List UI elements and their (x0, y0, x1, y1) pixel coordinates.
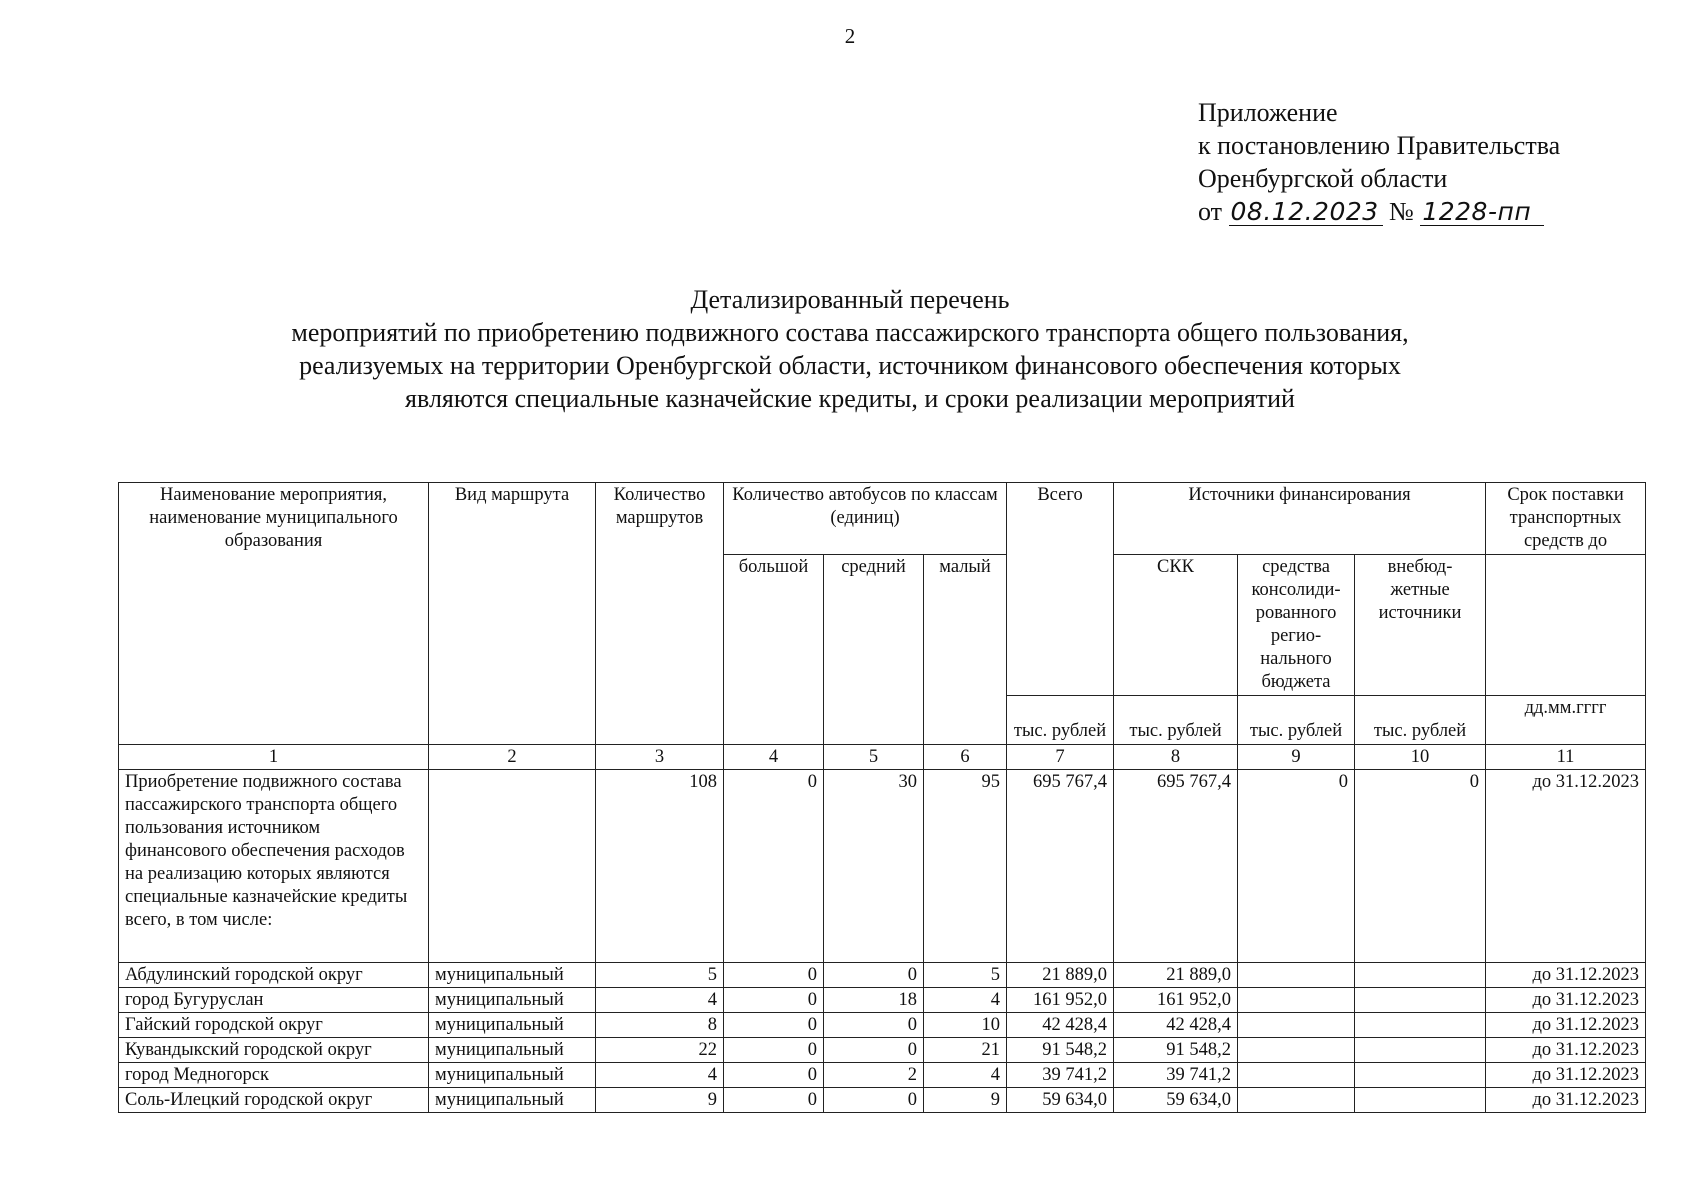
row-regional (1238, 1013, 1355, 1038)
row-large: 0 (724, 1013, 824, 1038)
header-empty (1486, 555, 1646, 696)
unit-skk: тыс. рублей (1114, 696, 1238, 745)
handwritten-date: 08.12.2023 (1229, 199, 1383, 226)
date-format: дд.мм.гггг (1486, 696, 1646, 745)
table-row (119, 1013, 1646, 1038)
row-off-budget (1355, 988, 1486, 1013)
total-row-route-count: 108 (596, 770, 724, 963)
header-large: большой (724, 555, 824, 745)
row-regional (1238, 1063, 1355, 1088)
table-row (119, 963, 1646, 988)
header-regional-budget: средства консолиди-рованного регио-нального бюджета (1238, 555, 1355, 696)
row-total: 21 889,0 (1007, 963, 1114, 988)
row-regional (1238, 1088, 1355, 1113)
row-large: 0 (724, 1038, 824, 1063)
row-total: 42 428,4 (1007, 1013, 1114, 1038)
handwritten-number: 1228-пп (1420, 199, 1544, 226)
column-numbers-row (119, 745, 1646, 770)
row-large: 0 (724, 1063, 824, 1088)
row-route-type: муниципальный (429, 1088, 596, 1113)
measures-table (118, 482, 1646, 1113)
row-route-type: муниципальный (429, 1013, 596, 1038)
row-route-count: 5 (596, 963, 724, 988)
row-small: 10 (924, 1013, 1007, 1038)
row-name: город Медногорск (119, 1063, 429, 1088)
total-row-regional: 0 (1238, 770, 1355, 963)
header-bus-classes: Количество автобусов по классам (единиц) (724, 483, 1007, 555)
row-large: 0 (724, 1088, 824, 1113)
row-skk: 59 634,0 (1114, 1088, 1238, 1113)
column-number: 8 (1114, 745, 1238, 770)
row-name: город Бугуруслан (119, 988, 429, 1013)
row-off-budget (1355, 1013, 1486, 1038)
row-route-count: 4 (596, 988, 724, 1013)
row-skk: 161 952,0 (1114, 988, 1238, 1013)
heading-line-3: реализуемых на территории Оренбургской области, источником финансового обеспечения которых (299, 351, 1401, 380)
unit-regional: тыс. рублей (1238, 696, 1355, 745)
column-number: 6 (924, 745, 1007, 770)
row-small: 4 (924, 988, 1007, 1013)
appendix-title: Приложение (1198, 98, 1338, 127)
header-medium: средний (824, 555, 924, 745)
appendix-line-region: Оренбургской области (1198, 164, 1448, 193)
row-medium: 0 (824, 1013, 924, 1038)
column-number: 9 (1238, 745, 1355, 770)
header-name: Наименование мероприятия, наименование муниципального образования (119, 483, 429, 745)
unit-total: тыс. рублей (1007, 696, 1114, 745)
row-medium: 0 (824, 963, 924, 988)
column-number: 5 (824, 745, 924, 770)
row-medium: 18 (824, 988, 924, 1013)
row-route-type: муниципальный (429, 1063, 596, 1088)
row-skk: 42 428,4 (1114, 1013, 1238, 1038)
heading-line-2: мероприятий по приобретению подвижного состава пассажирского транспорта общего пользования, (291, 318, 1409, 347)
row-term: до 31.12.2023 (1486, 1088, 1646, 1113)
row-route-count: 9 (596, 1088, 724, 1113)
total-row (119, 770, 1646, 963)
row-name: Кувандыкский городской округ (119, 1038, 429, 1063)
row-small: 21 (924, 1038, 1007, 1063)
total-row-small: 95 (924, 770, 1007, 963)
row-term: до 31.12.2023 (1486, 1013, 1646, 1038)
row-regional (1238, 988, 1355, 1013)
row-medium: 0 (824, 1088, 924, 1113)
row-name: Абдулинский городской округ (119, 963, 429, 988)
row-total: 59 634,0 (1007, 1088, 1114, 1113)
row-medium: 0 (824, 1038, 924, 1063)
row-off-budget (1355, 1038, 1486, 1063)
row-route-count: 8 (596, 1013, 724, 1038)
column-number: 1 (119, 745, 429, 770)
row-route-type: муниципальный (429, 988, 596, 1013)
row-total: 91 548,2 (1007, 1038, 1114, 1063)
row-small: 9 (924, 1088, 1007, 1113)
row-route-type: муниципальный (429, 1038, 596, 1063)
total-row-large: 0 (724, 770, 824, 963)
row-skk: 39 741,2 (1114, 1063, 1238, 1088)
column-number: 7 (1007, 745, 1114, 770)
row-small: 4 (924, 1063, 1007, 1088)
table-row (119, 1038, 1646, 1063)
number-sign: № (1389, 197, 1414, 226)
column-number: 10 (1355, 745, 1486, 770)
appendix-line-resolution: к постановлению Правительства (1198, 131, 1561, 160)
heading-line-1: Детализированный перечень (690, 285, 1010, 314)
document-heading (0, 283, 1700, 415)
header-small: малый (924, 555, 1007, 745)
total-row-medium: 30 (824, 770, 924, 963)
total-row-total: 695 767,4 (1007, 770, 1114, 963)
header-total: Всего (1007, 483, 1114, 696)
total-row-name: Приобретение подвижного состава пассажирского транспорта общего пользования источником финансового обеспечения расходов на реализацию которых являются специальные казначейские кредиты всего, в том числе: (119, 770, 429, 963)
row-name: Соль-Илецкий городской округ (119, 1088, 429, 1113)
column-number: 3 (596, 745, 724, 770)
row-route-count: 4 (596, 1063, 724, 1088)
total-row-off-budget: 0 (1355, 770, 1486, 963)
page-number: 2 (844, 24, 856, 48)
total-row-term: до 31.12.2023 (1486, 770, 1646, 963)
header-off-budget: внебюд-жетные источники (1355, 555, 1486, 696)
column-number: 4 (724, 745, 824, 770)
row-skk: 91 548,2 (1114, 1038, 1238, 1063)
row-off-budget (1355, 1088, 1486, 1113)
row-total: 161 952,0 (1007, 988, 1114, 1013)
appendix-block (1198, 96, 1560, 228)
row-route-type: муниципальный (429, 963, 596, 988)
column-number: 2 (429, 745, 596, 770)
date-prefix: от (1198, 197, 1223, 226)
header-funding-sources: Источники финансирования (1114, 483, 1486, 555)
table-row (119, 1063, 1646, 1088)
column-number: 11 (1486, 745, 1646, 770)
total-row-route-type (429, 770, 596, 963)
row-regional (1238, 1038, 1355, 1063)
row-term: до 31.12.2023 (1486, 1063, 1646, 1088)
header-skk: СКК (1114, 555, 1238, 696)
appendix-date-line (1198, 195, 1560, 228)
row-term: до 31.12.2023 (1486, 1038, 1646, 1063)
row-total: 39 741,2 (1007, 1063, 1114, 1088)
table-row (119, 1088, 1646, 1113)
heading-line-4: являются специальные казначейские кредиты, и сроки реализации мероприятий (405, 384, 1295, 413)
row-medium: 2 (824, 1063, 924, 1088)
row-large: 0 (724, 988, 824, 1013)
table-row (119, 988, 1646, 1013)
header-row-1 (119, 483, 1646, 555)
row-route-count: 22 (596, 1038, 724, 1063)
row-small: 5 (924, 963, 1007, 988)
header-delivery-term: Срок поставки транспортных средств до (1486, 483, 1646, 555)
row-name: Гайский городской округ (119, 1013, 429, 1038)
row-term: до 31.12.2023 (1486, 988, 1646, 1013)
unit-off-budget: тыс. рублей (1355, 696, 1486, 745)
header-route-count: Количество маршрутов (596, 483, 724, 745)
row-term: до 31.12.2023 (1486, 963, 1646, 988)
row-large: 0 (724, 963, 824, 988)
total-row-skk: 695 767,4 (1114, 770, 1238, 963)
header-route-type: Вид маршрута (429, 483, 596, 745)
row-off-budget (1355, 963, 1486, 988)
row-regional (1238, 963, 1355, 988)
row-skk: 21 889,0 (1114, 963, 1238, 988)
row-off-budget (1355, 1063, 1486, 1088)
